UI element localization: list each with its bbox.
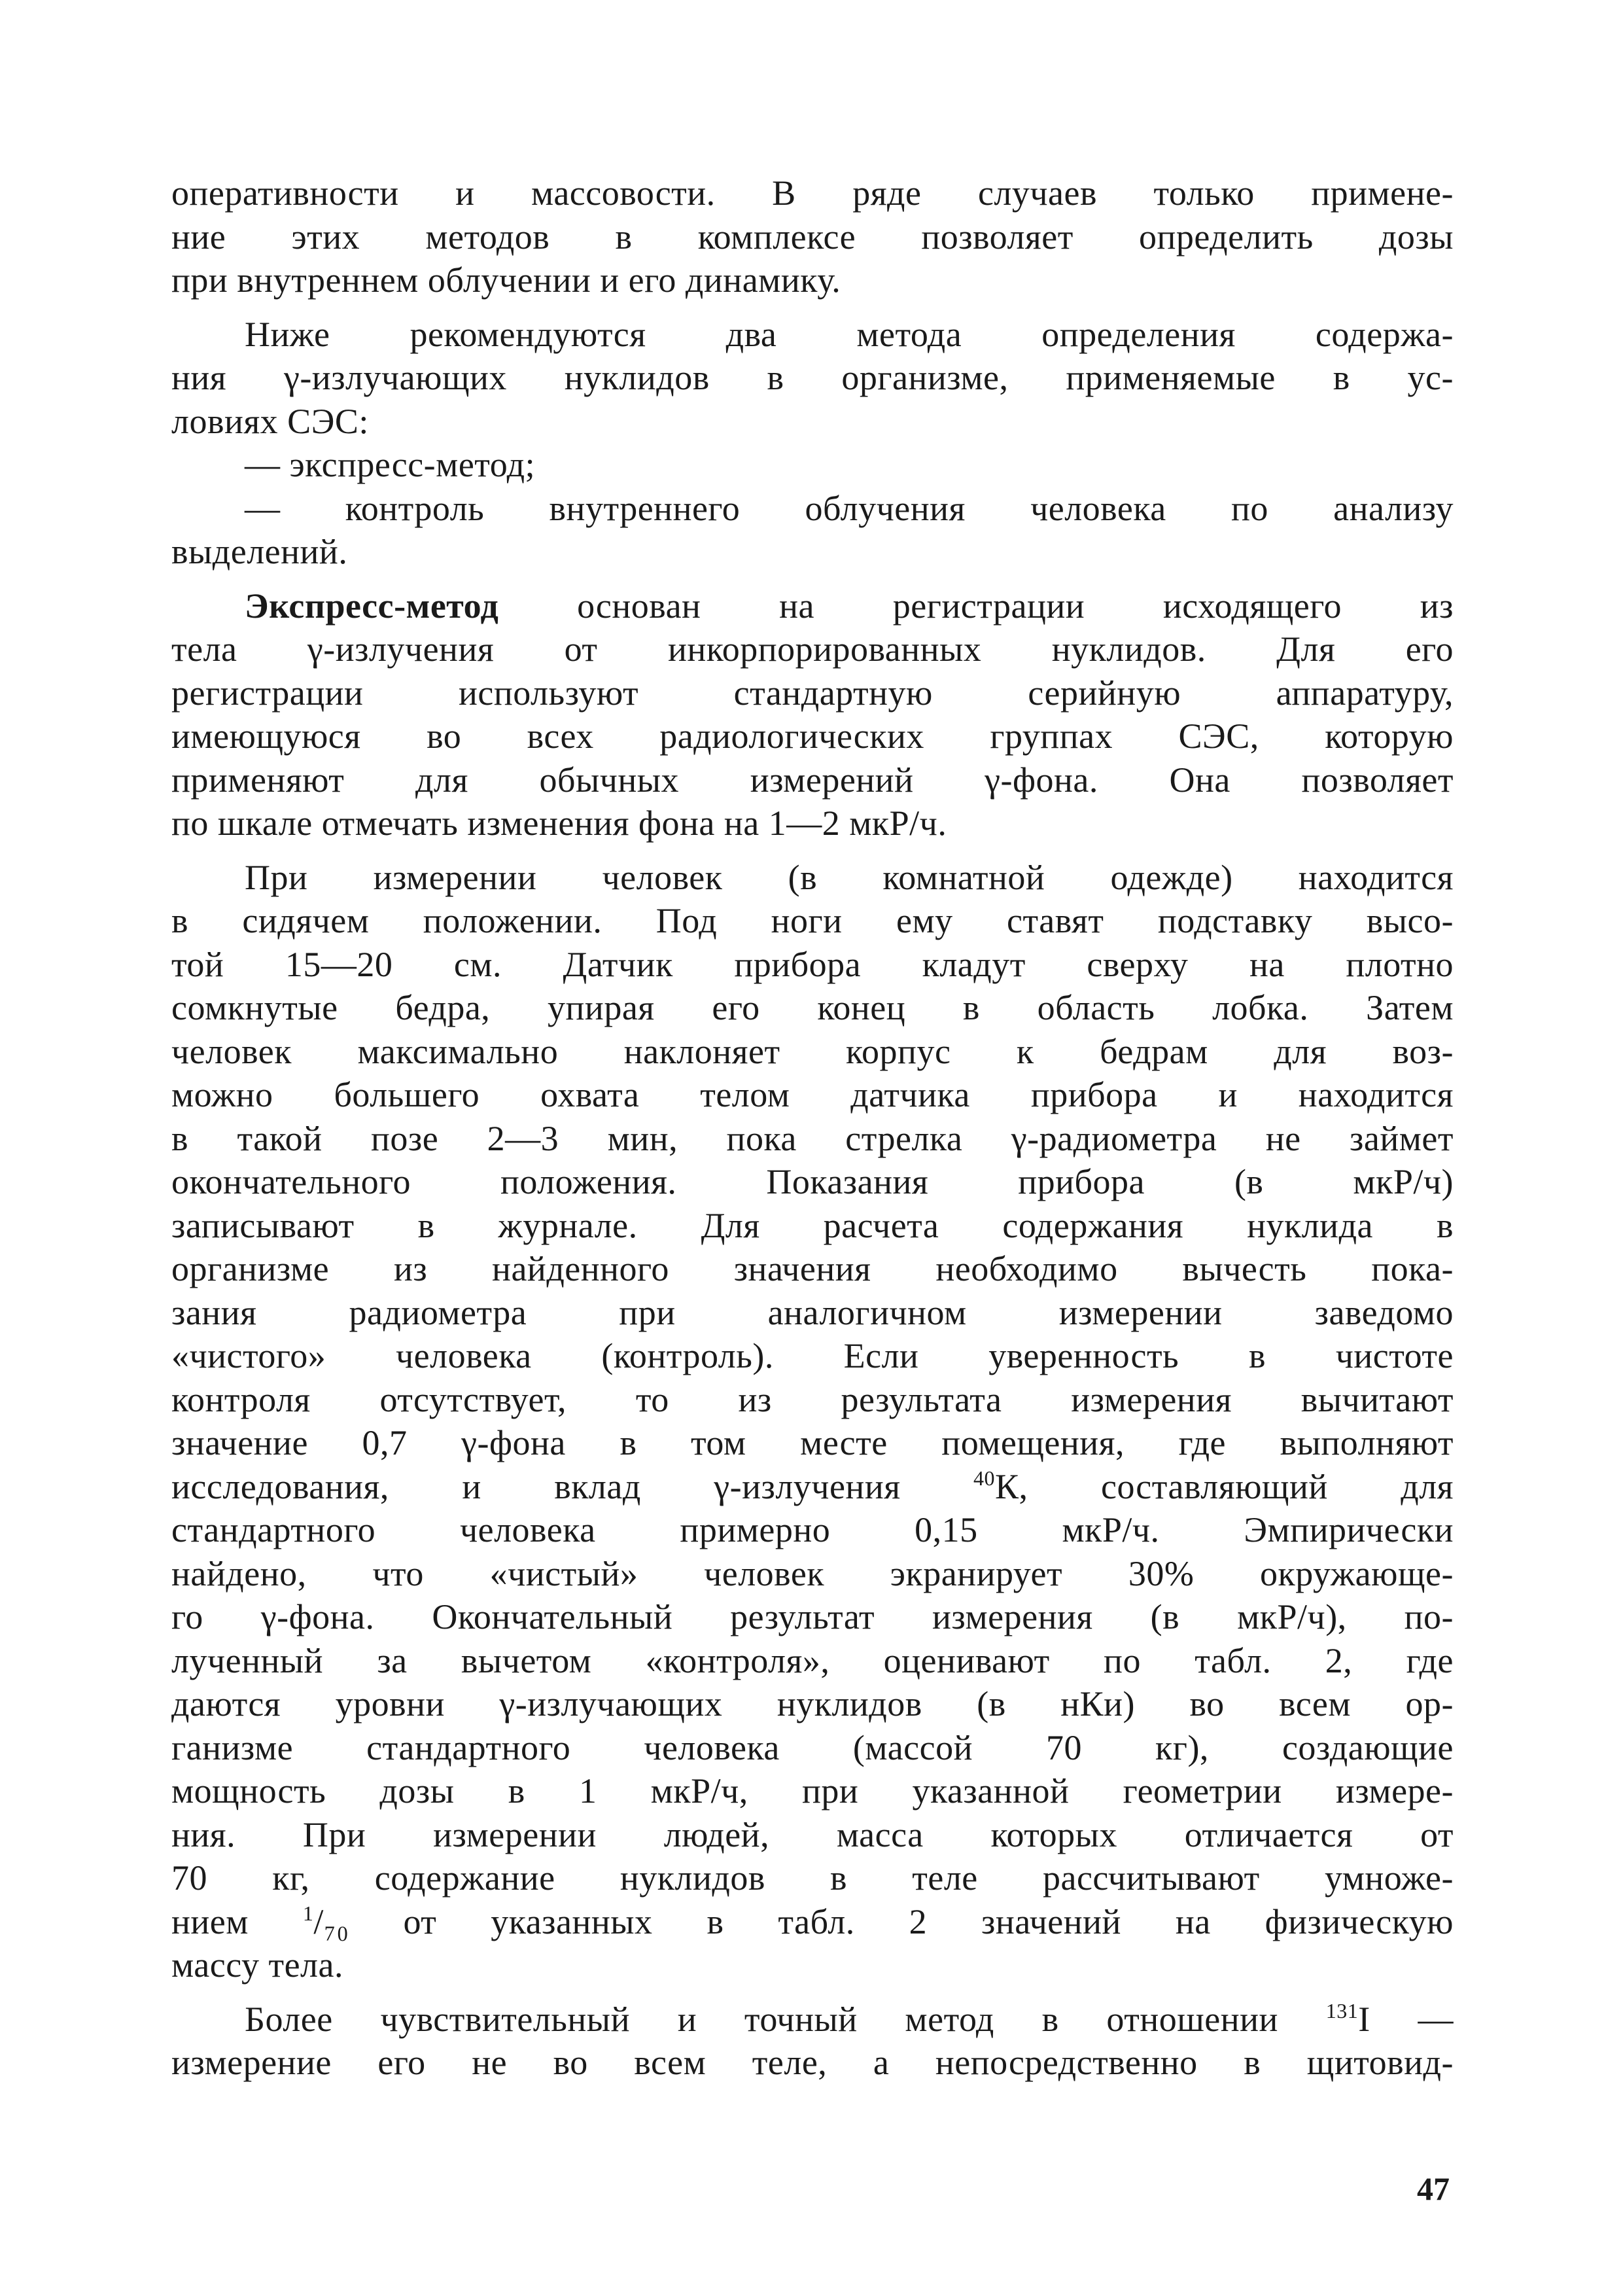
text-line: имеющуюся во всех радиологических группах СЭС, которую (171, 716, 1454, 756)
text-line: ганизме стандартного человека (массой 70 кг), создающие (171, 1727, 1454, 1767)
text-line (171, 1998, 1454, 2041)
term-heading: Экспресс-метод (245, 586, 499, 626)
list-item-text: — контроль внутреннего облучения человека по анализу (245, 488, 1454, 528)
text-line: организме из найденного значения необходимо вычесть пока- (171, 1249, 1454, 1288)
text-line: даются уровни γ-излучающих нуклидов (в нКи) во всем ор- (171, 1684, 1454, 1723)
text-span: К, составляющий для (995, 1466, 1454, 1506)
list-item-text: — экспресс-метод; (245, 445, 536, 484)
text-span: исследования, и вклад γ-излучения (171, 1466, 974, 1506)
text-line: по шкале отмечать изменения фона на 1—2 мкР/ч. (171, 804, 947, 843)
text-line: сомкнутые бедра, упирая его конец в область лобка. Затем (171, 988, 1454, 1027)
text-line (171, 584, 1454, 628)
text-line: выделений. (171, 532, 348, 571)
isotope-superscript: 131 (1325, 1998, 1359, 2022)
text-line: той 15—20 см. Датчик прибора кладут сверху на плотно (171, 944, 1454, 984)
text-line: Ниже рекомендуются два метода определения содержа- (245, 314, 1454, 354)
fraction-superscript: 1 (302, 1901, 314, 1925)
text-line: измерение его не во всем теле, а непосредственно в щитовид- (171, 2043, 1454, 2082)
text-span: нием (171, 1901, 303, 1941)
text-line: найдено, что «чистый» человек экранирует 30% окружающе- (171, 1553, 1454, 1593)
isotope-superscript: 40 (973, 1466, 996, 1490)
text-line: значение 0,7 γ-фона в том месте помещения, где выполняют (171, 1423, 1454, 1462)
text-line: контроля отсутствует, то из результата измерения вычитают (171, 1379, 1454, 1419)
text-span: /₇₀ от указанных в табл. 2 значений на физическую (313, 1901, 1454, 1941)
text-line: окончательного положения. Показания прибора (в мкР/ч) (171, 1162, 1454, 1201)
text-line: человек максимально наклоняет корпус к бедрам для воз- (171, 1031, 1454, 1071)
text-line (171, 1900, 1454, 1944)
text-line: ловиях СЭС: (171, 401, 369, 441)
text-line: записывают в журнале. Для расчета содержания нуклида в (171, 1205, 1454, 1245)
text-line: при внутреннем облучении и его динамику. (171, 260, 841, 300)
text-line: стандартного человека примерно 0,15 мкР/ч. Эмпирически (171, 1510, 1454, 1549)
text-line: можно большего охвата телом датчика прибора и находится (171, 1075, 1454, 1114)
text-line: ния. При измерении людей, масса которых отличается от (171, 1814, 1454, 1854)
text-line: в такой позе 2—3 мин, пока стрелка γ-радиометра не займет (171, 1118, 1454, 1158)
text-line: в сидячем положении. Под ноги ему ставят подставку высо- (171, 901, 1454, 940)
text-line: лученный за вычетом «контроля», оценивают по табл. 2, где (171, 1640, 1454, 1680)
text-line: го γ-фона. Окончательный результат измерения (в мкР/ч), по- (171, 1597, 1454, 1636)
text-line: массу тела. (171, 1945, 343, 1985)
text-span: Более чувствительный и точный метод в отношении (245, 1999, 1326, 2039)
text-span: основан на регистрации исходящего из (498, 586, 1454, 626)
text-line: 70 кг, содержание нуклидов в теле рассчитывают умноже- (171, 1858, 1454, 1898)
text-line: оперативности и массовости. В ряде случаев только примене- (171, 173, 1454, 213)
text-line: ние этих методов в комплексе позволяет определить дозы (171, 217, 1454, 256)
text-line: ния γ-излучающих нуклидов в организме, применяемые в ус- (171, 358, 1454, 397)
text-line: При измерении человек (в комнатной одежде) находится (245, 857, 1454, 897)
text-line: зания радиометра при аналогичном измерении заведомо (171, 1292, 1454, 1332)
text-line (171, 1465, 1454, 1509)
text-span: I — (1358, 1999, 1454, 2039)
text-line: мощность дозы в 1 мкР/ч, при указанной геометрии измере- (171, 1771, 1454, 1810)
text-line: «чистого» человека (контроль). Если уверенность в чистоте (171, 1336, 1454, 1375)
page-number: 47 (1417, 2170, 1450, 2207)
text-line: применяют для обычных измерений γ-фона. Она позволяет (171, 760, 1454, 800)
page-text (171, 171, 1454, 2085)
text-line: регистрации используют стандартную серийную аппаратуру, (171, 673, 1454, 713)
text-line: тела γ-излучения от инкорпорированных нуклидов. Для его (171, 629, 1454, 669)
